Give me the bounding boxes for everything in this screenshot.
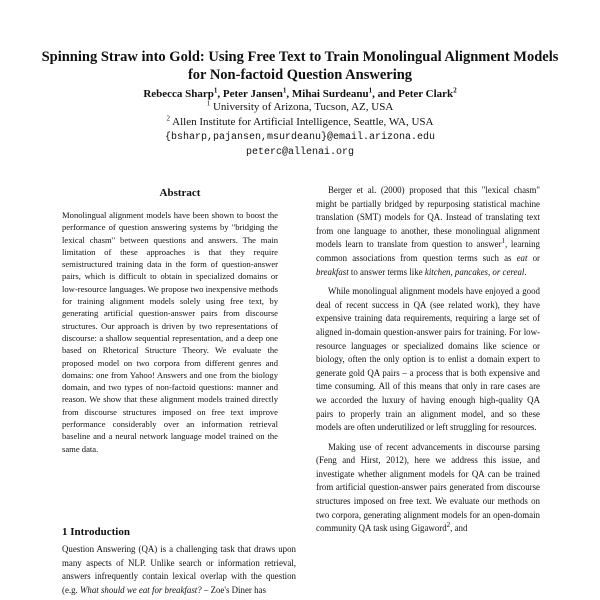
right-column	[316, 184, 540, 542]
section-heading-introduction: 1 Introduction	[62, 526, 130, 538]
abstract-heading: Abstract	[159, 187, 201, 199]
affiliation-text: Allen Institute for Artificial Intelligence, Seattle, WA, USA	[172, 116, 434, 128]
author-separator: ,	[286, 88, 292, 100]
paragraph-text: .	[524, 266, 527, 277]
paragraph-alignment-models: While monolingual alignment models have enjoyed a good deal of recent success in QA (see related work), they have expensive training data requirements, requiring a large set of aligned in-domain question-answer pairs for training. For low-resource languages or specialized domains like science or biology, often the only option is to enlist a domain expert to generate gold QA pairs – a process that is both expensive and time consuming. All of this means that only in rare cases are we accorded the luxury of having enough high-quality QA pairs to properly train an alignment model, and so these models are often underutilized or left struggling for resources.	[316, 286, 540, 433]
author-separator: , and	[372, 88, 399, 100]
author-affiliation-mark: 1	[213, 86, 218, 95]
author-affiliation-mark: 1	[368, 86, 373, 95]
intro-text: Question Answering (QA) is a challenging task that draws upon many aspects of NLP. Unlike search or information retrieval, answers infrequently contain lexical overlap with the question (e.g.	[62, 544, 296, 595]
footnote-mark: 1	[501, 237, 506, 246]
intro-example-question: What should we eat for breakfast?	[80, 584, 202, 595]
introduction-paragraph	[62, 543, 296, 597]
abstract-text: Monolingual alignment models have been shown to boost the performance of question answering systems by "bridging the lexical chasm" between questions and answers. The main limitation of these approaches is that they require semistructured training data in the form of question-answer pairs, which is difficult to obtain in specialized domains or low-resource languages. We propose two inexpensive methods for training alignment models solely using free text, by generating artificial question-answer pairs from discourse structures. Our approach is driven by two representations of discourse: a shallow sequential representation, and a deep one based on Rhetorical Structure Theory. We evaluate the proposed model on two corpora from different genres and domains: one from Yahoo! Answers and one from the biology domain, and two types of non-factoid questions: manner and reason. We show that these alignment models trained directly from discourse structures imposed on free text improve performance considerably over an information retrieval baseline and a neural network language model trained on the same data.	[62, 210, 278, 454]
footnote-mark: 2	[446, 521, 451, 530]
author-name: Peter Jansen	[222, 88, 283, 100]
example-term: breakfast	[316, 266, 349, 277]
email-line-1: {bsharp,pajansen,msurdeanu}@email.arizona.edu	[164, 132, 436, 143]
paragraph-text: , and	[450, 523, 468, 534]
paragraph-berger	[316, 184, 540, 279]
author-name: Rebecca Sharp	[143, 88, 214, 100]
author-affiliation-mark: 2	[453, 86, 457, 95]
affiliation-2	[40, 116, 560, 129]
paper-title: Spinning Straw into Gold: Using Free Text to Train Monolingual Alignment Models for Non-factoid Question Answering	[41, 49, 559, 83]
author-separator: ,	[217, 88, 223, 100]
affiliation-number: 1	[206, 99, 211, 108]
paragraph-text: to answer terms like	[348, 266, 425, 277]
example-term: kitchen, pancakes, or cereal	[424, 266, 525, 277]
affiliation-1	[40, 101, 560, 114]
paragraph-discourse-parsing	[316, 441, 540, 536]
example-term: eat	[516, 252, 528, 263]
intro-text-continued: – Zoe's Diner has	[201, 584, 266, 595]
paragraph-text: , learning common associations from question terms such as	[316, 239, 540, 263]
affiliation-text: University of Arizona, Tucson, AZ, USA	[212, 101, 394, 113]
affiliation-number: 2	[166, 114, 171, 123]
paragraph-text: Making use of recent advancements in discourse parsing (Feng and Hirst, 2012), here we address this issue, and investigate whether alignment models for QA can be trained from artificial question-answer pairs generated from discourse structures imposed on free text. We evaluate our methods on two corpora, generating alignment models for an open-domain community QA task using Gigaword	[316, 441, 540, 534]
author-line	[40, 88, 560, 101]
author-affiliation-mark: 1	[282, 86, 287, 95]
email-line-2: peterc@allenai.org	[245, 147, 355, 158]
paragraph-text: Berger et al. (2000) proposed that this "lexical chasm" might be partially bridged by repurposing statistical machine translation (SMT) models for QA. Instead of translating text from one language to another, these monolingual alignment models learn to translate from question to answer	[316, 185, 540, 250]
author-name: Peter Clark	[398, 88, 454, 100]
author-name: Mihai Surdeanu	[291, 88, 369, 100]
paragraph-text: or	[527, 252, 540, 263]
